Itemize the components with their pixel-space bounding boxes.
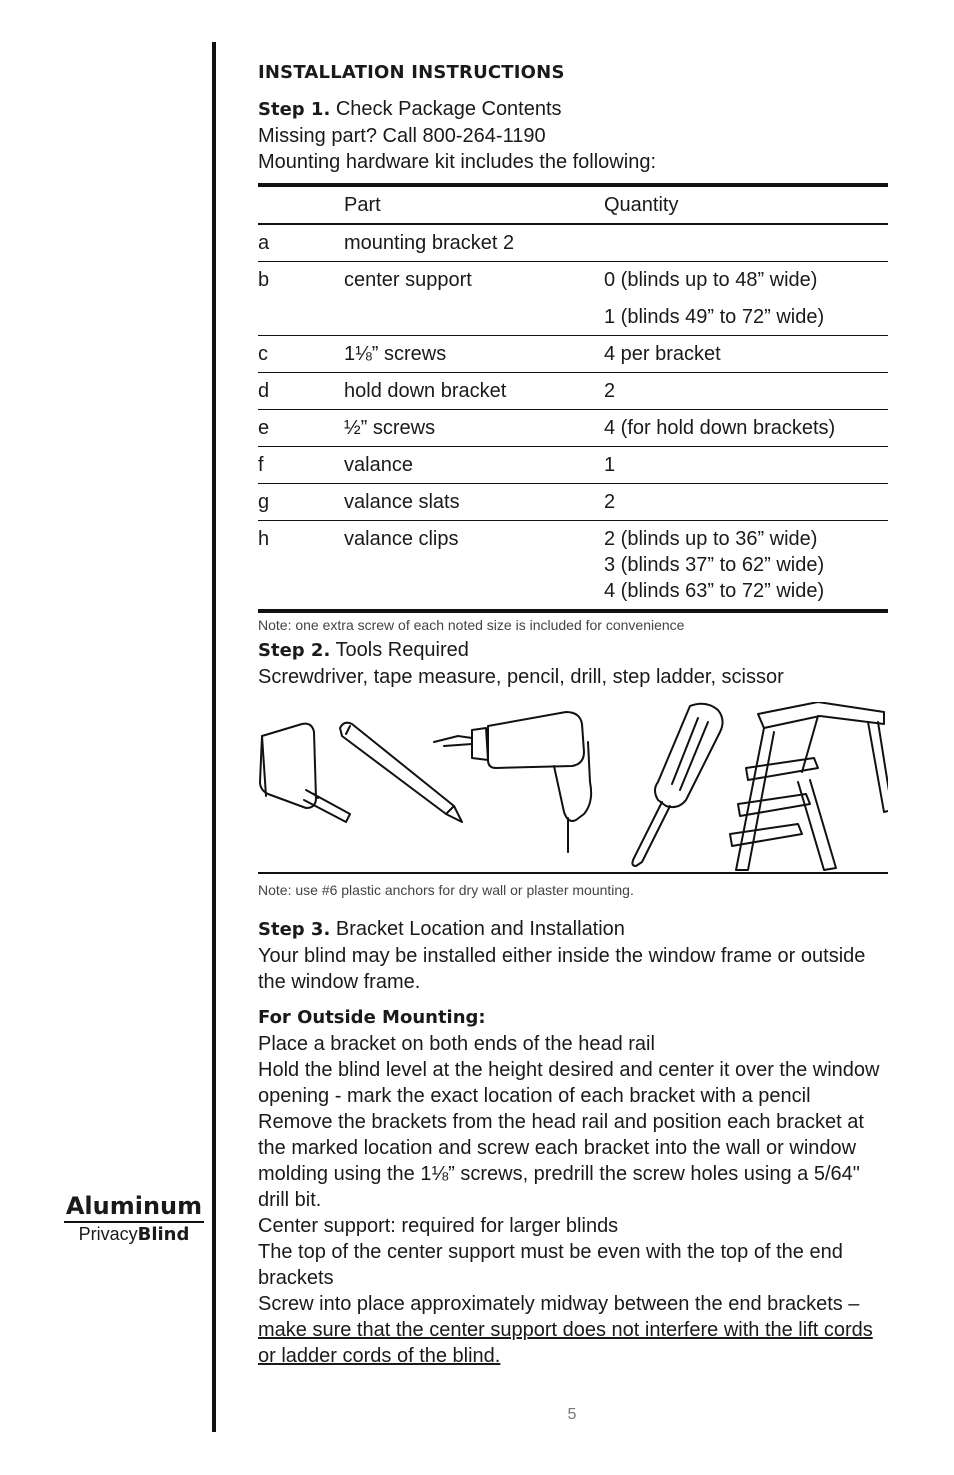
- part-id: e: [258, 417, 270, 439]
- quantity-line: 0 (blinds up to 48” wide): [604, 269, 818, 291]
- instruction-line: Center support: required for larger blinds: [258, 1215, 619, 1237]
- instruction-line: Place a bracket on both ends of the head rail: [258, 1033, 655, 1055]
- screwdriver-icon: [632, 704, 722, 866]
- final-instruction-warning: make sure that the center support does not interfere with the lift cords or ladder cords of the blind.: [258, 1319, 873, 1367]
- page-number: 5: [567, 1406, 577, 1423]
- part-id: f: [258, 454, 264, 476]
- screw-note: Note: one extra screw of each noted size is included for convenience: [258, 617, 685, 633]
- kit-line: Mounting hardware kit includes the following:: [258, 151, 656, 173]
- quantity-line: 2: [604, 491, 616, 513]
- quantity-line: 3 (blinds 37” to 62” wide): [604, 554, 825, 576]
- part-quantity: [604, 224, 888, 262]
- quantity-line: 4 (for hold down brackets): [604, 417, 836, 439]
- part-quantity: [604, 262, 888, 336]
- quantity-line: 4 per bracket: [604, 343, 721, 365]
- vertical-rule: [212, 42, 216, 1432]
- brand-line1: Aluminum: [64, 1192, 204, 1223]
- parts-table-header: [258, 185, 888, 224]
- brand-line2-regular: Privacy: [78, 1224, 138, 1244]
- part-name: center support: [344, 269, 472, 291]
- part-name: mounting bracket 2: [344, 232, 515, 254]
- part-id: c: [258, 343, 268, 365]
- instruction-line: Remove the brackets from the head rail and position each bracket at the marked location and screw each bracket into the wall or window molding using the 1⅛” screws, predrill the screw holes using a 5/64" drill bit.: [258, 1111, 864, 1211]
- brand-line2-bold: Blind: [137, 1224, 190, 1245]
- brand-line2: [64, 1223, 204, 1246]
- header-quantity: Quantity: [604, 194, 679, 216]
- table-row: [258, 447, 888, 484]
- step1-label: Step 1.: [258, 99, 331, 120]
- part-quantity: [604, 336, 888, 373]
- tools-illustration: [258, 702, 888, 874]
- step1-title: Check Package Contents: [335, 98, 562, 120]
- pencil-icon: [340, 723, 462, 822]
- final-instruction-prefix: Screw into place approximately midway between the end brackets –: [258, 1293, 860, 1315]
- part-id: b: [258, 269, 270, 291]
- step-ladder-icon: [730, 702, 888, 870]
- missing-part-phone: Call 800-264-1190: [382, 125, 546, 147]
- quantity-line: 1: [604, 454, 616, 476]
- quantity-line: 1 (blinds 49” to 72” wide): [604, 306, 825, 328]
- outside-mounting-heading: For Outside Mounting:: [258, 1007, 486, 1028]
- brand-logo: [64, 1192, 204, 1246]
- missing-part-prefix: Missing part?: [258, 125, 377, 147]
- missing-part-line: [258, 123, 888, 149]
- main-content: [258, 60, 888, 1369]
- part-id: g: [258, 491, 270, 513]
- anchor-note: Note: use #6 plastic anchors for dry wall or plaster mounting.: [258, 882, 634, 898]
- step1-heading: [258, 96, 888, 123]
- step2-heading: [258, 637, 888, 664]
- step3-intro: Your blind may be installed either inside the window frame or outside the window frame.: [258, 945, 866, 993]
- table-row: [258, 521, 888, 612]
- part-name: 1⅛” screws: [344, 343, 447, 365]
- header-part: Part: [344, 194, 381, 216]
- outside-mounting-lines: [258, 1031, 888, 1291]
- instruction-line: Hold the blind level at the height desired and center it over the window opening - mark the exact location of each bracket with a pencil: [258, 1059, 880, 1107]
- part-name: ½” screws: [344, 417, 436, 439]
- table-row: [258, 224, 888, 262]
- step3-heading: [258, 916, 888, 943]
- table-row: [258, 336, 888, 373]
- table-row: [258, 410, 888, 447]
- part-quantity: [604, 484, 888, 521]
- part-id: h: [258, 528, 270, 550]
- tape-measure-icon: [260, 724, 350, 822]
- part-quantity: [604, 373, 888, 410]
- part-name: valance slats: [344, 491, 460, 513]
- part-name: valance: [344, 454, 413, 476]
- quantity-line: 2 (blinds up to 36” wide): [604, 528, 818, 550]
- quantity-line: 2: [604, 380, 616, 402]
- step3-label: Step 3.: [258, 919, 331, 940]
- part-name: hold down bracket: [344, 380, 507, 402]
- table-row: [258, 484, 888, 521]
- page-title: INSTALLATION INSTRUCTIONS: [258, 62, 565, 83]
- final-instruction: [258, 1291, 888, 1369]
- table-row: [258, 262, 888, 336]
- step2-title: Tools Required: [335, 639, 469, 661]
- table-row: [258, 373, 888, 410]
- header-id: [258, 185, 344, 224]
- part-name: valance clips: [344, 528, 459, 550]
- part-id: d: [258, 380, 270, 402]
- part-quantity: [604, 521, 888, 612]
- instruction-line: The top of the center support must be even with the top of the end brackets: [258, 1241, 843, 1289]
- tools-line: Screwdriver, tape measure, pencil, drill, step ladder, scissor: [258, 666, 784, 688]
- part-quantity: [604, 410, 888, 447]
- quantity-line: 4 (blinds 63” to 72” wide): [604, 580, 825, 602]
- parts-table: [258, 183, 888, 613]
- part-quantity: [604, 447, 888, 484]
- step3-title: Bracket Location and Installation: [335, 918, 625, 940]
- part-id: a: [258, 232, 270, 254]
- drill-icon: [434, 712, 591, 852]
- step2-label: Step 2.: [258, 640, 331, 661]
